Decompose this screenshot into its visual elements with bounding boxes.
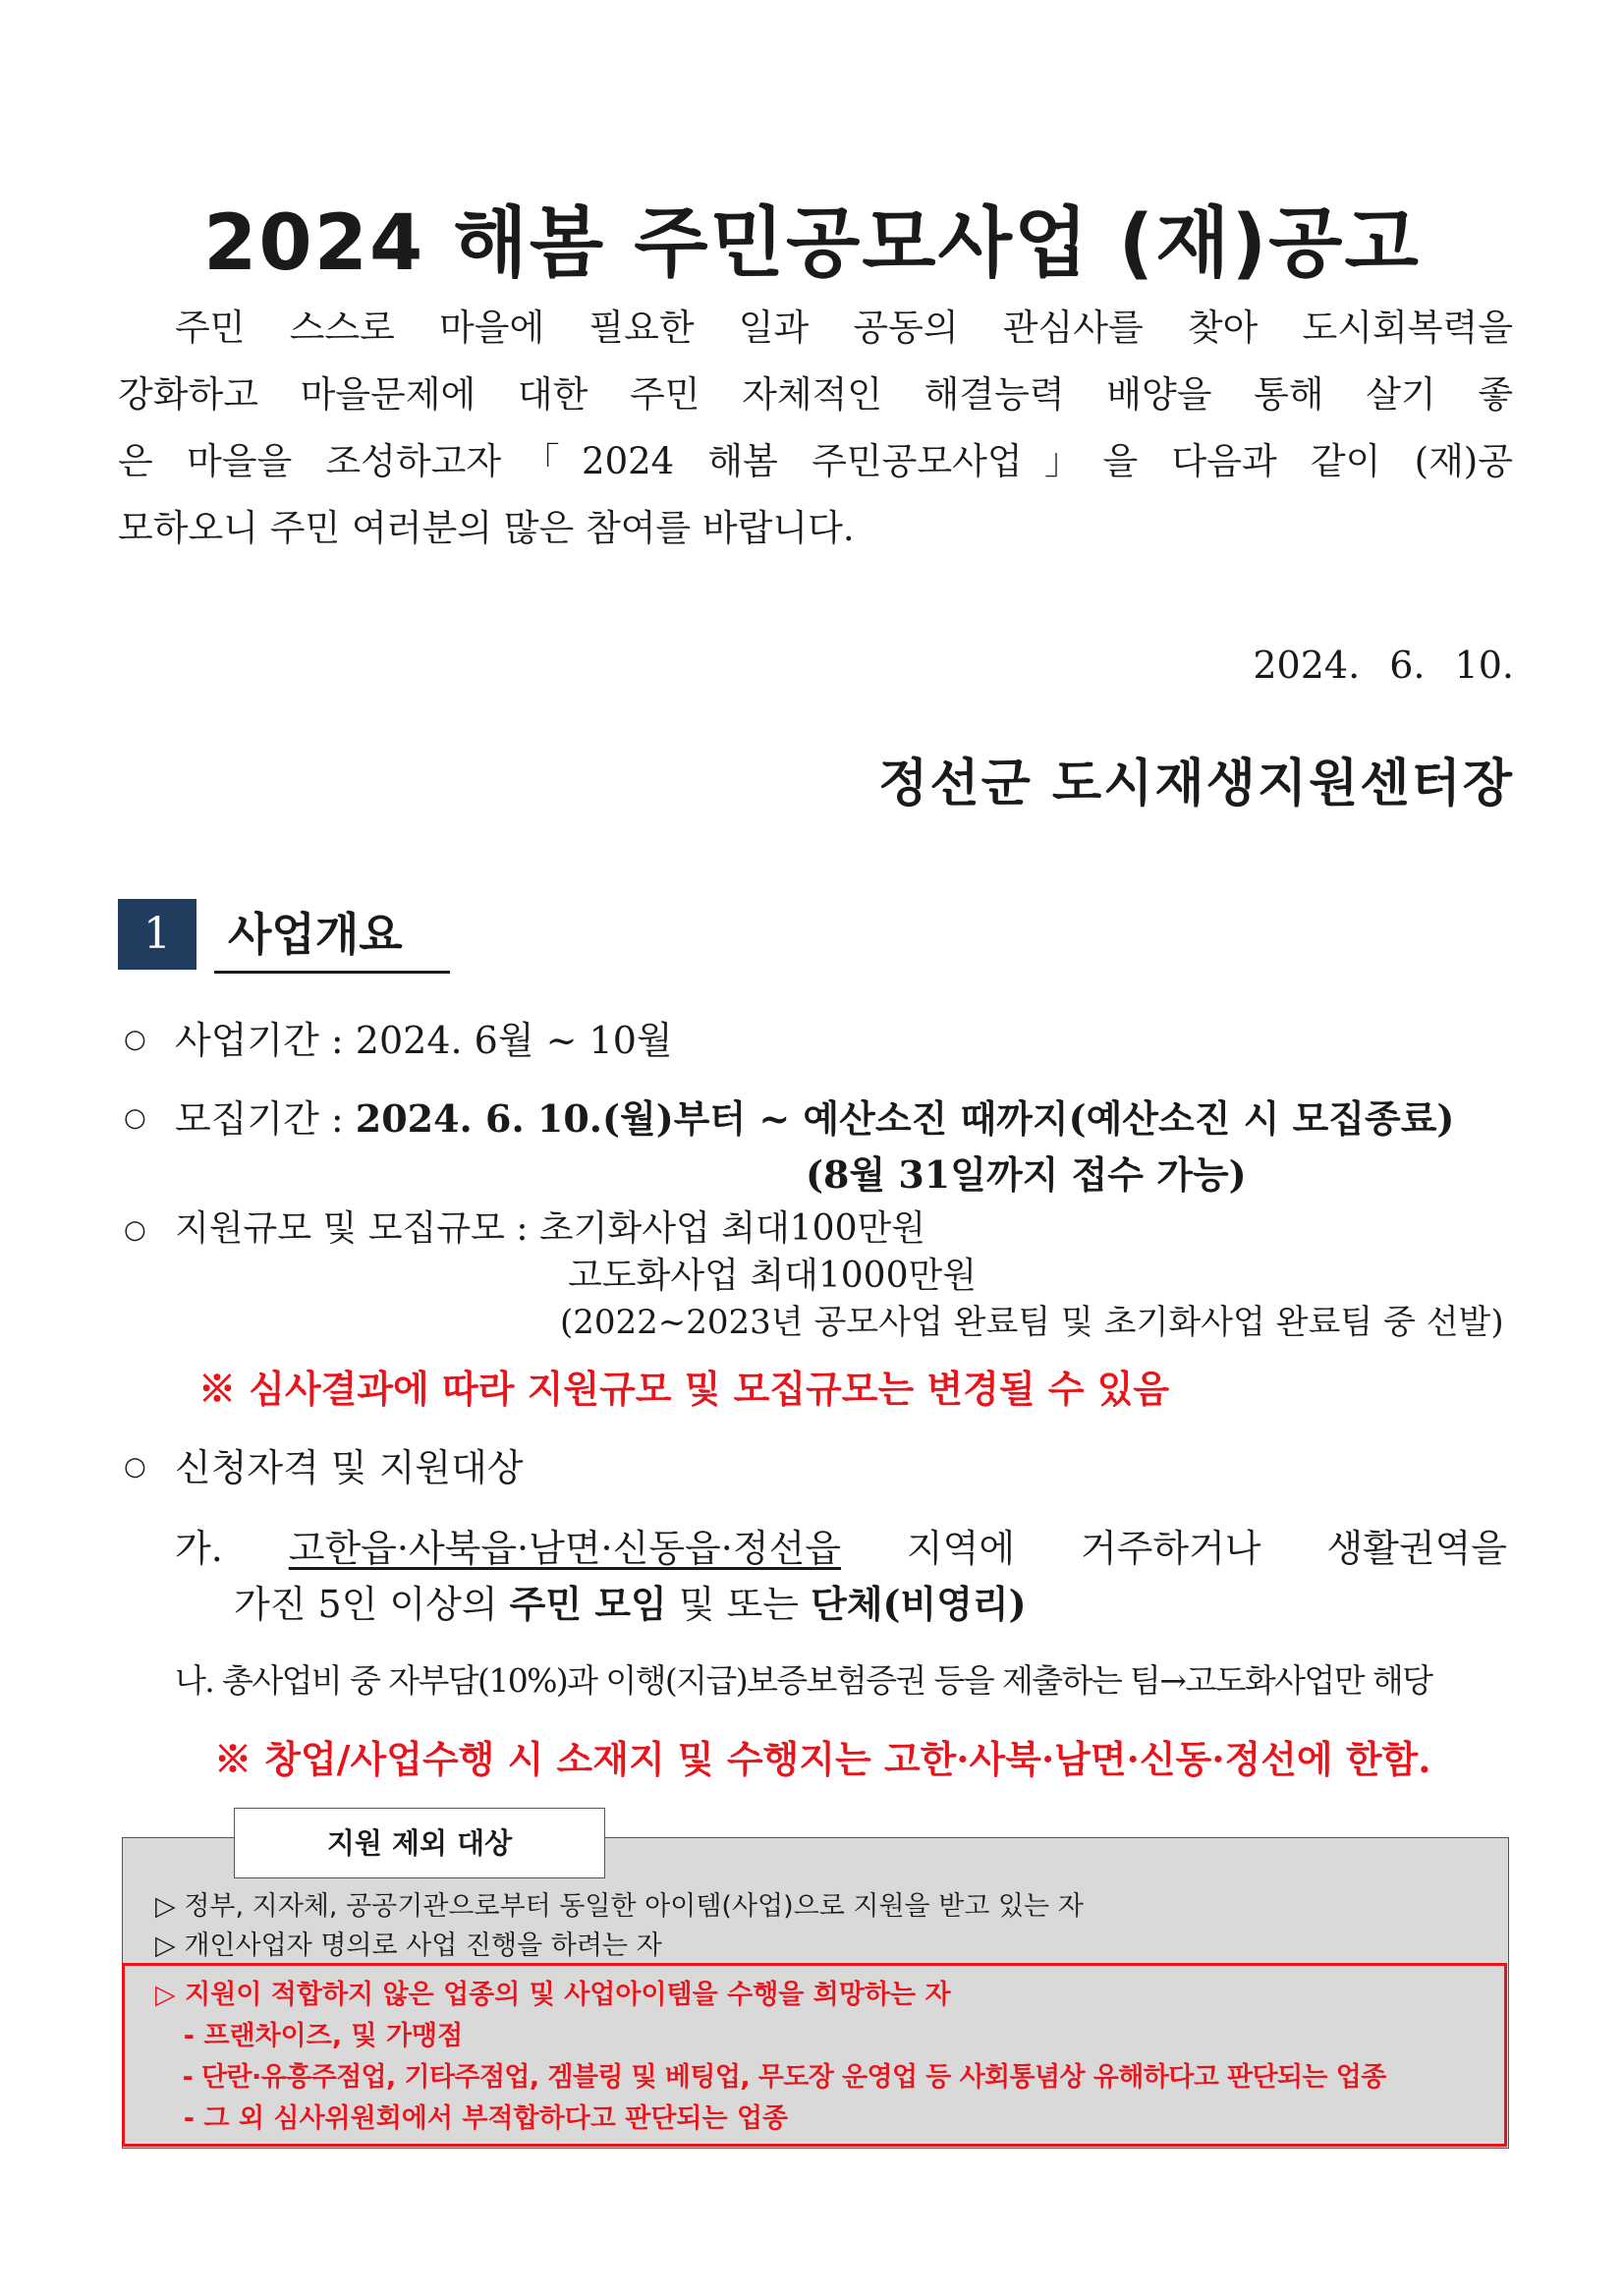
scale-warning: ※ 심사결과에 따라 지원규모 및 모집규모는 변경될 수 있음	[198, 1367, 1170, 1411]
item-recruit	[175, 1089, 1454, 1143]
scale-label: 지원규모 및 모집규모 :	[175, 1208, 539, 1249]
scale-line1: 초기화사업 최대100만원	[538, 1208, 926, 1249]
item-period	[175, 1010, 673, 1064]
scale-line2: 고도화사업 최대1000만원	[568, 1256, 978, 1296]
bullet-icon: ○	[124, 1025, 146, 1054]
eligibility-a-rest: 지역에 거주하거나 생활권역을	[840, 1527, 1507, 1570]
exclusion-red-item: - 그 외 심사위원회에서 부적합하다고 판단되는 업종	[165, 2103, 789, 2134]
bullet-icon: ○	[124, 1103, 146, 1133]
exclusion-tab: 지원 제외 대상	[234, 1808, 605, 1878]
exclusion-red-item: - 프랜차이즈, 및 가맹점	[165, 2021, 464, 2051]
eligibility-warning: ※ 창업/사업수행 시 소재지 및 수행지는 고한·사북·남면·신동·정선에 한함.	[214, 1737, 1431, 1781]
eligibility-a-line1	[175, 1518, 1507, 1572]
period-label: 사업기간 :	[175, 1019, 356, 1062]
recruit-note: (8월 31일까지 접수 가능)	[806, 1152, 1247, 1197]
bullet-icon: ○	[124, 1215, 146, 1245]
intro-paragraph	[118, 295, 1513, 562]
eligibility-regions: 고한읍·사북읍·남면·신동읍·정선읍	[288, 1527, 841, 1570]
period-value: 2024. 6월 ~ 10월	[355, 1019, 673, 1062]
announcement-date: 2024. 6. 10.	[1253, 644, 1514, 687]
section-underline	[214, 971, 450, 974]
scale-line3: (2022~2023년 공모사업 완료팀 및 초기화사업 완료팀 중 선발)	[560, 1303, 1504, 1342]
eligibility-group: 주민 모임	[509, 1582, 667, 1626]
section-title: 사업개요	[228, 908, 403, 961]
recruit-value: 2024. 6. 10.(월)부터 ~ 예산소진 때까지(예산소진 시 모집종료)	[355, 1096, 1455, 1141]
eligibility-a-prefix: 가.	[175, 1527, 289, 1570]
eligibility-a2-pre: 가진 5인 이상의	[234, 1583, 510, 1626]
eligibility-org: 단체(비영리)	[811, 1582, 1027, 1626]
page-title: 2024 해봄 주민공모사업 (재)공고	[203, 199, 1421, 288]
recruit-label: 모집기간 :	[175, 1097, 356, 1141]
item-scale	[175, 1201, 925, 1251]
eligibility-b-line: 나. 총사업비 중 자부담(10%)과 이행(지급)보증보험증권 등을 제출하는 팀→고도화사업만 해당	[175, 1661, 1432, 1700]
intro-line: 강화하고 마을문제에 대한 주민 자체적인 해결능력 배양을 통해 살기 좋	[118, 373, 1513, 416]
section-number: 1	[118, 899, 196, 970]
intro-line: 모하오니 주민 여러분의 많은 참여를 바랍니다.	[118, 507, 855, 549]
signer: 정선군 도시재생지원센터장	[878, 755, 1514, 813]
intro-line: 주민 스스로 마을에 필요한 일과 공동의 관심사를 찾아 도시회복력을	[175, 307, 1513, 349]
eligibility-a-line2	[234, 1574, 1027, 1628]
exclusion-red-item: ▷ 지원이 적합하지 않은 업종의 및 사업아이템을 수행을 희망하는 자	[155, 1980, 951, 2010]
exclusion-red-item: - 단란·유흥주점업, 기타주점업, 겜블링 및 베팅업, 무도장 운영업 등 사회통념상 유해하다고 판단되는 업종	[165, 2062, 1386, 2093]
bullet-icon: ○	[124, 1452, 146, 1482]
eligibility-label: 신청자격 및 지원대상	[175, 1446, 524, 1489]
eligibility-a2-mid: 및 또는	[666, 1583, 812, 1626]
exclusion-item: ▷ 정부, 지자체, 공공기관으로부터 동일한 아이템(사업)으로 지원을 받고 있는 자	[155, 1891, 1084, 1922]
intro-line: 은 마을을 조성하고자「2024 해봄 주민공모사업」을 다음과 같이 (재)공	[118, 440, 1513, 482]
exclusion-item: ▷ 개인사업자 명의로 사업 진행을 하려는 자	[155, 1931, 662, 1961]
